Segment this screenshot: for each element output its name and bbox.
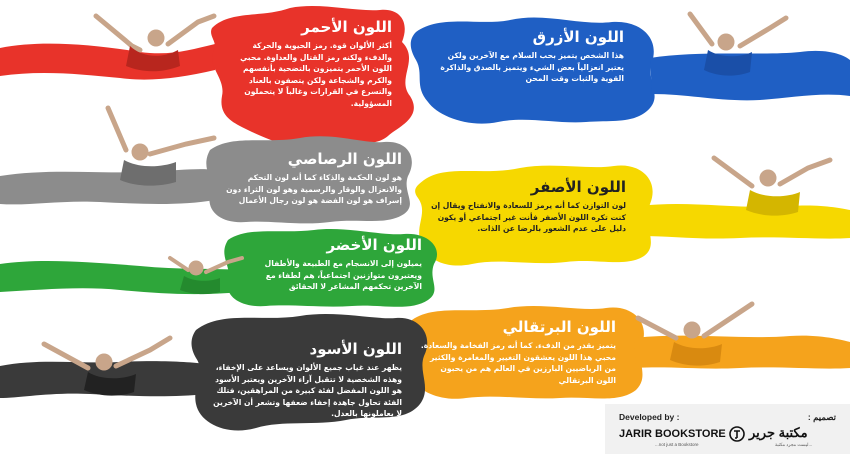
card-yellow-title: اللون الأصفر bbox=[530, 178, 626, 196]
designer-name: مكتبة جرير bbox=[749, 425, 808, 440]
card-red-body: أكثر الألوان قوة. رمز الحيوية والحركة والدفء ولكنه رمز القتال والعداوة. محبي اللون الأحمر يتميزون بالتضحية بأنفسهم والكرم والشجاعة ولكن يتصفون بالعناد والتسرع في القرارات وغالباً لا يتحملون المسؤولية. bbox=[240, 41, 392, 108]
card-orange-body: يتميز بقدر من الدفء. كما أنه رمز الفخامة والسعادة. محبي هذا اللون يعشقون التغيير والمغامرة والكثير من الرياضيين البارزين في العالم هم من يحبون اللون البرتقالي bbox=[420, 341, 616, 385]
card-yellow-body: لون التوازن كما أنه يرمز للسعادة والانفتاح ويقال إن كنت تكره اللون الأصفر فأنت غير اجتماعي أو يكون دليل على عدم الشعور بالرضا عن الذات. bbox=[431, 201, 626, 234]
card-black-title: اللون الأسود bbox=[309, 340, 402, 358]
developer-name: JARIR BOOKSTORE bbox=[619, 428, 726, 440]
footer-credits bbox=[605, 404, 850, 454]
card-grey-body: هو لون الحكمة والذكاء كما أنه لون التحكم والانعزال والوقار والرسمية وهو لون الثراء دون إسراف هو لون الفضة هو لون رجال الأعمال bbox=[226, 173, 402, 206]
design-by-label: تصميم : bbox=[807, 412, 836, 422]
card-green-body: يميلون إلى الانسجام مع الطبيعة والأطفال ويعتبرون متوازنين اجتماعياً، هم لطفاء مع الآخرين تحكمهم المشاعر لا الحقائق bbox=[264, 259, 422, 292]
card-green-title: اللون الأخضر bbox=[326, 236, 422, 254]
card-orange-title: اللون البرتقالي bbox=[502, 318, 616, 336]
developer-tagline: ...not just a Bookstore bbox=[655, 442, 699, 447]
jarir-logo-icon bbox=[729, 426, 745, 442]
card-black-body: يظهر عند غياب جميع الألوان ويساعد على الإخفاء، وهذه الشخصية لا تتقبل آراء الآخرين ويعتبر الأسود هو اللون المفضل لفئة كبيرة من المراهقين، فتلك الفئة تحاول جاهدة إخفاء ضعفها وتشعر أن الآخرين لا يعاملونها بالعدل. bbox=[213, 363, 402, 419]
card-orange bbox=[420, 318, 616, 386]
card-grey bbox=[218, 150, 402, 207]
card-yellow bbox=[430, 178, 626, 235]
designer-tagline: ...ليست مجرد مكتبة bbox=[775, 442, 813, 447]
card-blue-title: اللون الأزرق bbox=[532, 28, 624, 46]
developed-by-label: Developed by : bbox=[619, 412, 680, 422]
card-red-title: اللون الأحمر bbox=[301, 18, 392, 36]
card-blue-body: هذا الشخص يتميز بحب السلام مع الآخرين ولكن يعتبر انعزالياً بعض الشيء ويتميز بالصدق والذاكرة القوية والثبات وقت المحن bbox=[440, 51, 624, 84]
card-grey-title: اللون الرصاصي bbox=[287, 150, 402, 168]
card-red bbox=[232, 18, 392, 110]
card-blue bbox=[428, 28, 624, 85]
card-black bbox=[206, 340, 402, 420]
card-green bbox=[236, 236, 422, 293]
